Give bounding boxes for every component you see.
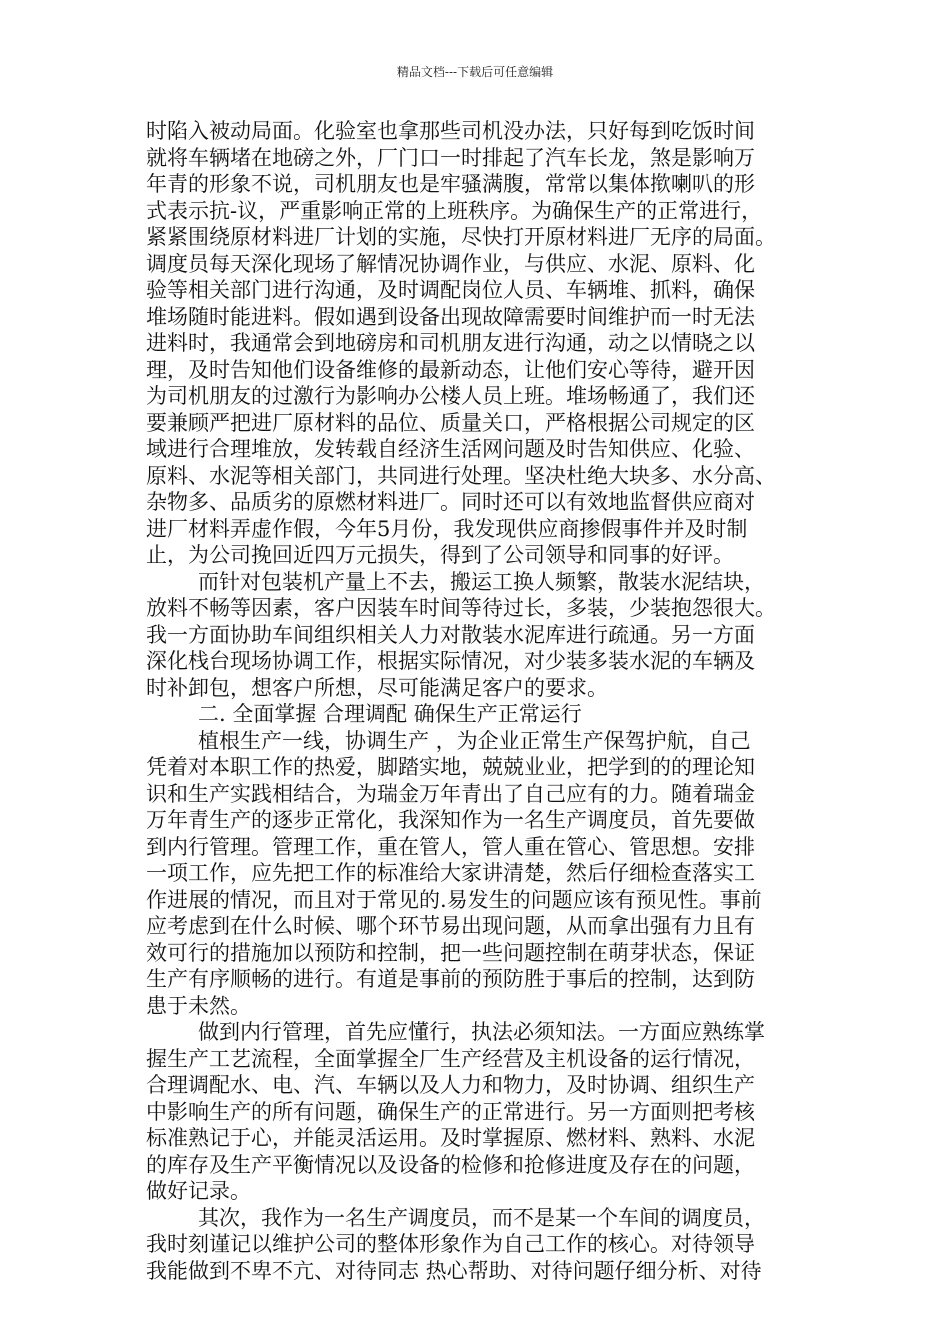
text-line: 杂物多、品质劣的原燃材料进厂。同时还可以有效地监督供应商对 xyxy=(146,490,755,514)
page-header: 精品文档---下载后可任意编辑 xyxy=(396,65,554,79)
text-line: 调度员每天深化现场了解情况协调作业，与供应、水泥、原料、化 xyxy=(146,251,755,276)
text-line: 效可行的措施加以预防和控制，把一些问题控制在萌芽状态，保证 xyxy=(146,940,755,965)
text-line: 患于未然。 xyxy=(146,993,251,1018)
text-line: 为司机朋友的过激行为影响办公楼人员上班。堆场畅通了，我们还 xyxy=(146,384,755,408)
text-line: 验等相关部门进行沟通，及时调配岗位人员、车辆堆、抓料，确保 xyxy=(146,278,755,302)
text-line: 止，为公司挽回近四万元损失，得到了公司领导和同事的好评。 xyxy=(146,543,734,567)
paragraph xyxy=(146,701,816,728)
text-line: 堆场随时能进料。假如遇到设备出现故障需要时间维护而一时无法 xyxy=(146,304,755,329)
text-line: 时陷入被动局面。化验室也拿那些司机没办法，只好每到吃饭时间 xyxy=(146,119,755,143)
text-line: 而针对包装机产量上不去，搬运工换人频繁，散装水泥结块， xyxy=(198,569,765,594)
text-line: 时补卸包，想客户所想，尽可能满足客户的要求。 xyxy=(146,675,608,700)
text-line: 理，及时告知他们设备维修的最新动态，让他们安心等待，避开因 xyxy=(146,357,755,382)
text-line: 要兼顾严把进厂原材料的品位、质量关口，严格根据公司规定的区 xyxy=(146,410,755,435)
text-line: 一项工作，应先把工作的标准给大家讲清楚，然后仔细检查落实工 xyxy=(146,861,755,885)
text-line: 万年青生产的逐步正常化，我深知作为一名生产调度员，首先要做 xyxy=(146,808,755,832)
paragraph xyxy=(146,728,816,1020)
text-line: 其次，我作为一名生产调度员，而不是某一个车间的调度员， xyxy=(198,1205,765,1230)
text-line: 到内行管理。管理工作，重在管人，管人重在管心、管思想。安排 xyxy=(146,834,755,859)
document-body xyxy=(146,118,816,1284)
text-line: 我能做到不卑不亢、对待同志 热心帮助、对待问题仔细分析、对待 xyxy=(146,1258,762,1283)
text-line: 进厂材料弄虚作假，今年5月份，我发现供应商掺假事件并及时制 xyxy=(146,516,748,541)
paragraph xyxy=(146,118,816,569)
text-line: 深化栈台现场协调工作，根据实际情况，对少装多装水泥的车辆及 xyxy=(146,649,755,673)
text-line: 年青的形象不说，司机朋友也是牢骚满腹，常常以集体揿喇叭的形 xyxy=(146,172,755,196)
paragraph xyxy=(146,569,816,702)
text-line: 我一方面协助车间组织相关人力对散装水泥库进行疏通。另一方面 xyxy=(146,622,755,647)
text-line: 进料时，我通常会到地磅房和司机朋友进行沟通，动之以情晓之以 xyxy=(146,331,755,355)
text-line: 生产有序顺畅的进行。有道是事前的预防胜于事后的控制，达到防 xyxy=(146,967,755,991)
text-line: 放料不畅等因素，客户因装车时间等待过长，多装，少装抱怨很大。 xyxy=(146,596,776,620)
text-line: 原料、水泥等相关部门，共同进行处理。坚决杜绝大块多、水分高、 xyxy=(146,463,776,488)
paragraph xyxy=(146,1019,816,1205)
text-line: 应考虑到在什么时候、哪个环节易出现问题，从而拿出强有力且有 xyxy=(146,914,755,938)
text-line: 中影响生产的所有问题，确保生产的正常进行。另一方面则把考核 xyxy=(146,1099,755,1124)
text-line: 做好记录。 xyxy=(146,1179,251,1203)
text-line: 作进展的情况，而且对于常见的.易发生的问题应该有预见性。事前 xyxy=(146,887,762,912)
text-line: 凭着对本职工作的热爱，脚踏实地，兢兢业业，把学到的的理论知 xyxy=(146,755,755,779)
text-line: 我时刻谨记以维护公司的整体形象作为自己工作的核心。对待领导 xyxy=(146,1232,755,1256)
text-line: 的库存及生产平衡情况以及设备的检修和抢修进度及存在的问题， xyxy=(146,1152,755,1177)
text-line: 式表示抗-议，严重影响正常的上班秩序。为确保生产的正常进行， xyxy=(146,198,763,223)
text-line: 紧紧围绕原材料进厂计划的实施，尽快打开原材料进厂无序的局面。 xyxy=(146,225,776,249)
text-line: 植根生产一线，协调生产 ，为企业正常生产保驾护航，自己 xyxy=(198,728,751,753)
text-line: 就将车辆堵在地磅之外，厂门口一时排起了汽车长龙，煞是影响万 xyxy=(146,145,755,170)
text-line: 握生产工艺流程，全面掌握全厂生产经营及主机设备的运行情况， xyxy=(146,1046,755,1071)
text-line: 识和生产实践相结合，为瑞金万年青出了自己应有的力。随着瑞金 xyxy=(146,781,755,806)
text-line: 标准熟记于心，并能灵活运用。及时掌握原、燃材料、熟料、水泥 xyxy=(146,1126,755,1150)
paragraph xyxy=(146,1205,816,1285)
text-line: 二. 全面掌握 合理调配 确保生产正常运行 xyxy=(198,702,582,726)
text-line: 做到内行管理，首先应懂行，执法必须知法。一方面应熟练掌 xyxy=(198,1020,765,1044)
text-line: 域进行合理堆放，发转载自经济生活网问题及时告知供应、化验、 xyxy=(146,437,755,461)
text-line: 合理调配水、电、汽、车辆以及人力和物力，及时协调、组织生产 xyxy=(146,1073,755,1097)
